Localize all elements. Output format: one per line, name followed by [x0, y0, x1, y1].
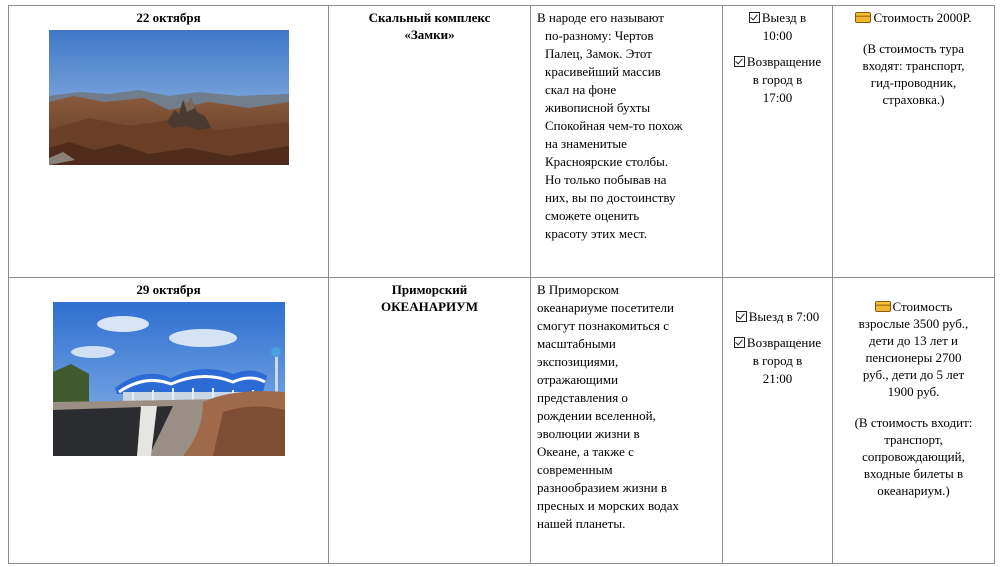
- date-photo-cell: [9, 6, 329, 278]
- departure-time: Выезд в 7:00: [727, 308, 828, 326]
- tour-title: Скальный комплекс «Замки»: [368, 10, 491, 42]
- tour-description: В народе его называют по-разному: Чертов Палец, Замок. Этот красивейший массив скал на фоне живописной бухты Спокойная чем-то похож на знаменитые Красноярские столбы. Но только побывав на них, вы по достоинству сможете оценить красоту этих мест.: [537, 10, 683, 241]
- rocky-mountain-castle-photo: [49, 30, 289, 165]
- money-icon: [855, 12, 871, 23]
- tour-row: [9, 278, 995, 564]
- price-note: (В стоимость входит: транспорт, сопровождающий, входные билеты в океанариум.): [854, 415, 973, 498]
- price-cell: [833, 278, 995, 564]
- title-cell: [329, 6, 531, 278]
- tour-row: [9, 6, 995, 278]
- tour-schedule: Выезд в 7:00 Возвращение в город в 21:00: [723, 278, 832, 388]
- date-photo-cell: [9, 278, 329, 564]
- description-cell: [531, 278, 723, 564]
- return-time: Возвращение: [727, 334, 828, 352]
- schedule-cell: [723, 278, 833, 564]
- oceanarium-building-photo: [53, 302, 285, 456]
- price-cell: [833, 6, 995, 278]
- departure-time: Выезд в: [727, 9, 828, 27]
- title-cell: [329, 278, 531, 564]
- tour-schedule: Выезд в 10:00 Возвращение в город в 17:00: [723, 6, 832, 107]
- return-time: Возвращение: [727, 53, 828, 71]
- checkbox-icon: [734, 56, 745, 67]
- money-icon: [875, 301, 891, 312]
- price-note: (В стоимость тура входят: транспорт, гид-проводник, страховка.): [862, 41, 965, 107]
- tour-description: В Приморском океанариуме посетители смогут познакомиться с масштабными экспозициями, отражающими представления о рождении вселенной, эволюции жизни в Океане, а также с современным разнообразием жизни в пресных и морских водах нашей планеты.: [537, 282, 680, 531]
- checkbox-icon: [734, 337, 745, 348]
- schedule-cell: [723, 6, 833, 278]
- tour-date: 29 октября: [136, 282, 201, 297]
- tour-price: Стоимость взрослые 3500 руб., дети до 13 лет и пенсионеры 2700 руб., дети до 5 лет 1900 руб. (В стоимость входит: транспорт, сопровождающий, входные билеты в океанариум.): [833, 278, 994, 499]
- tour-title: Приморский ОКЕАНАРИУМ: [381, 282, 478, 314]
- description-cell: [531, 6, 723, 278]
- checkbox-icon: [736, 311, 747, 322]
- tours-table: [8, 5, 995, 564]
- tour-price: Стоимость 2000Р. (В стоимость тура входят: транспорт, гид-проводник, страховка.): [833, 6, 994, 108]
- tour-date: 22 октября: [136, 10, 201, 25]
- checkbox-icon: [749, 12, 760, 23]
